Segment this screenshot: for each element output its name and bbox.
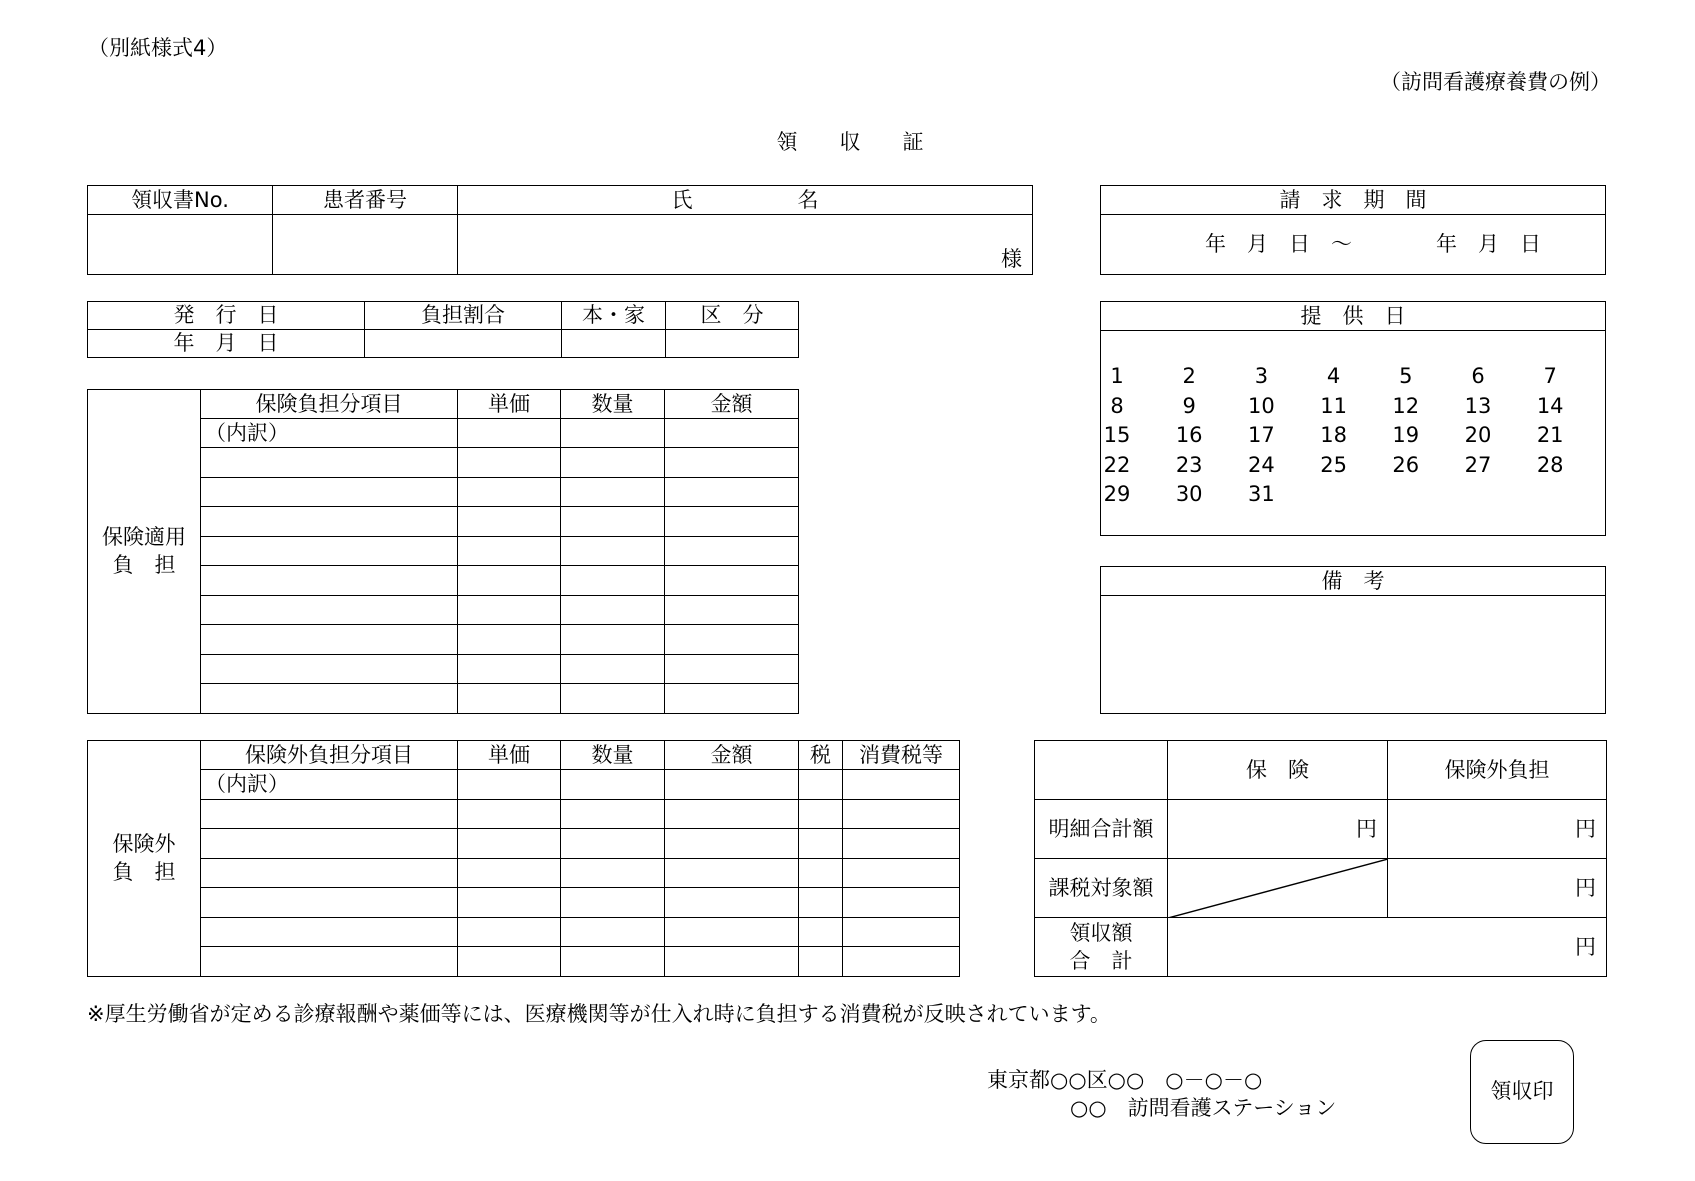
table-cell[interactable] [458,654,561,684]
table-cell[interactable] [843,917,960,947]
table-cell[interactable] [665,507,799,537]
service-day-12[interactable]: 12 [1392,393,1420,418]
table-cell[interactable] [561,477,665,507]
table-cell[interactable] [201,595,458,625]
table-cell[interactable] [561,625,665,655]
table-cell[interactable] [201,536,458,566]
service-day-29[interactable]: 29 [1103,482,1131,506]
table-row [88,917,960,947]
table-cell[interactable] [561,917,665,947]
billing-period-header: 請 求 期 間 [1101,186,1606,215]
table-cell[interactable] [843,888,960,918]
patient-no-field[interactable] [273,215,458,275]
table-cell[interactable] [201,917,458,947]
table-cell[interactable] [201,858,458,888]
table-cell[interactable] [665,625,799,655]
patient-info-table [87,185,1033,275]
table-cell[interactable] [561,829,665,859]
service-day-4[interactable]: 4 [1326,364,1341,388]
service-day-9[interactable]: 9 [1182,393,1196,418]
footnote: ※厚生労働省が定める診療報酬や薬価等には、医療機関等が仕入れ時に負担する消費税が反映されています。 [87,1002,1111,1026]
name-field[interactable] [458,215,1033,275]
detail-total-insurance-field[interactable]: 円 [1168,800,1388,859]
service-day-30[interactable]: 30 [1175,482,1203,506]
service-day-23[interactable]: 23 [1175,452,1203,477]
non-insurance-table [87,740,960,977]
table-cell[interactable] [799,829,843,859]
table-cell[interactable] [458,947,561,977]
non-insurance-amount-header: 金額 [665,741,799,770]
table-cell[interactable] [799,799,843,829]
table-cell[interactable] [458,419,561,448]
insurance-side-label-2: 負 担 [112,553,176,578]
burden-ratio-header: 負担割合 [365,302,562,330]
station-address: 東京都○○区○○ ○－○－○ [987,1068,1263,1092]
main-family-header: 本・家 [562,302,666,330]
table-cell[interactable] [458,858,561,888]
billing-period-table [1100,185,1606,275]
table-cell[interactable] [665,947,799,977]
non-insurance-breakdown-label: （内訳） [201,770,458,800]
table-cell[interactable] [201,654,458,684]
table-cell[interactable] [201,507,458,537]
table-cell[interactable] [458,448,561,478]
service-day-24[interactable]: 24 [1248,452,1275,477]
table-cell[interactable] [561,507,665,537]
insurance-amount-header: 金額 [665,390,799,419]
non-insurance-tax-header: 税 [799,741,843,770]
table-cell[interactable] [458,625,561,655]
station-name: ○○ 訪問看護ステーション [1070,1096,1337,1120]
remarks-box [1100,566,1606,714]
non-insurance-side-label-2: 負 担 [112,860,176,885]
table-row [88,888,960,918]
non-insurance-unit-price-header: 単価 [458,741,561,770]
service-day-8[interactable]: 8 [1110,393,1124,418]
burden-ratio-field[interactable] [365,330,562,358]
table-cell[interactable] [665,770,799,800]
table-cell[interactable] [201,947,458,977]
table-cell[interactable] [201,829,458,859]
receipt-total-label-2: 合 計 [1069,949,1133,973]
main-family-field[interactable] [562,330,666,358]
table-cell[interactable] [201,566,458,596]
table-cell[interactable] [665,595,799,625]
issue-date-value[interactable]: 年 月 日 [88,330,365,358]
table-cell[interactable] [561,595,665,625]
table-cell[interactable] [665,477,799,507]
table-row [88,829,960,859]
taxable-amount-non-insurance-field[interactable]: 円 [1388,859,1607,918]
receipt-total-label [1035,918,1168,977]
table-cell[interactable] [665,536,799,566]
receipt-stamp-label: 領収印 [1490,1079,1554,1103]
table-row [88,947,960,977]
service-days-header: 提 供 日 [1101,302,1605,331]
taxable-amount-label: 課税対象額 [1035,859,1168,918]
example-label: （訪問看護療養費の例） [1380,70,1611,94]
table-cell[interactable] [843,829,960,859]
service-day-28[interactable]: 28 [1536,452,1564,477]
table-cell[interactable] [799,858,843,888]
table-cell[interactable] [458,829,561,859]
table-cell[interactable] [561,536,665,566]
honorific: 様 [1001,247,1022,271]
table-cell[interactable] [458,917,561,947]
service-day-25[interactable]: 25 [1320,452,1347,477]
issue-date-header: 発 行 日 [88,302,365,330]
detail-total-non-insurance-field[interactable]: 円 [1388,800,1607,859]
table-cell[interactable] [665,684,799,714]
totals-table [1034,740,1607,977]
service-day-26[interactable]: 26 [1392,452,1420,477]
non-insurance-side-label-1: 保険外 [112,831,176,856]
remarks-header: 備 考 [1101,567,1605,596]
taxable-amount-insurance-crossed [1168,859,1388,918]
diagonal-strike [1168,859,1388,918]
table-cell[interactable] [561,888,665,918]
insurance-column-header: 保 険 [1168,741,1388,800]
service-day-13[interactable]: 13 [1464,393,1492,418]
table-row [88,858,960,888]
table-cell[interactable] [665,654,799,684]
service-day-21[interactable]: 21 [1536,423,1564,447]
service-day-20[interactable]: 20 [1464,423,1492,447]
table-cell[interactable] [799,917,843,947]
remarks-field[interactable] [1101,597,1605,711]
receipt-no-header: 領収書No. [88,186,273,215]
table-cell[interactable] [799,770,843,800]
service-day-10[interactable]: 10 [1248,393,1275,418]
table-cell[interactable] [799,947,843,977]
receipt-no-field[interactable] [88,215,273,275]
table-cell[interactable] [561,770,665,800]
receipt-stamp-box [1470,1040,1574,1144]
table-cell[interactable] [458,595,561,625]
service-day-2[interactable]: 2 [1182,364,1196,388]
service-day-17[interactable]: 17 [1248,423,1275,447]
name-header: 氏 名 [458,186,1033,215]
table-cell[interactable] [201,888,458,918]
category-header: 区 分 [666,302,799,330]
service-day-31[interactable]: 31 [1248,482,1275,506]
non-insurance-item-header: 保険外負担分項目 [201,741,458,770]
service-day-1[interactable]: 1 [1110,364,1124,388]
table-cell[interactable] [201,799,458,829]
insurance-side-label [88,390,201,714]
service-day-7[interactable]: 7 [1543,364,1557,388]
table-cell[interactable] [843,947,960,977]
service-day-16[interactable]: 16 [1175,423,1203,447]
table-cell[interactable] [561,947,665,977]
service-day-11[interactable]: 11 [1320,393,1347,418]
table-cell[interactable] [799,888,843,918]
service-day-3[interactable]: 3 [1254,364,1269,388]
insurance-unit-price-header: 単価 [458,390,561,419]
table-cell[interactable] [458,888,561,918]
service-day-18[interactable]: 18 [1320,423,1347,447]
table-cell[interactable] [201,625,458,655]
service-day-6[interactable]: 6 [1471,364,1485,388]
table-cell[interactable] [665,917,799,947]
service-day-5[interactable]: 5 [1399,364,1413,388]
table-cell[interactable] [843,770,960,800]
table-cell[interactable] [201,448,458,478]
form-label: （別紙様式4） [88,36,228,60]
receipt-total-field[interactable]: 円 [1168,918,1607,977]
billing-period-value[interactable]: 年 月 日 ～ 年 月 日 [1101,215,1606,275]
table-cell[interactable] [561,858,665,888]
category-field[interactable] [666,330,799,358]
table-cell[interactable] [458,477,561,507]
table-cell[interactable] [843,858,960,888]
service-day-19[interactable]: 19 [1392,423,1420,447]
detail-total-label: 明細合計額 [1035,800,1168,859]
non-insurance-quantity-header: 数量 [561,741,665,770]
table-cell[interactable] [665,829,799,859]
table-cell[interactable] [665,799,799,829]
table-cell[interactable] [665,419,799,448]
table-cell[interactable] [458,770,561,800]
table-cell[interactable] [561,654,665,684]
patient-no-header: 患者番号 [273,186,458,215]
table-cell[interactable] [201,477,458,507]
table-cell[interactable] [843,799,960,829]
non-insurance-column-header: 保険外負担 [1388,741,1607,800]
issue-table [87,301,799,358]
totals-corner-cell [1035,741,1168,800]
table-cell[interactable] [665,888,799,918]
table-cell[interactable] [561,448,665,478]
insurance-table [87,389,799,714]
insurance-item-header: 保険負担分項目 [201,390,458,419]
table-cell[interactable] [458,566,561,596]
page-title: 領 収 証 [776,130,924,154]
insurance-quantity-header: 数量 [561,390,665,419]
table-cell[interactable] [201,684,458,714]
insurance-breakdown-label: （内訳） [201,419,458,448]
service-day-14[interactable]: 14 [1536,393,1564,418]
table-cell[interactable] [458,684,561,714]
table-cell[interactable] [665,858,799,888]
table-cell[interactable] [458,799,561,829]
table-cell[interactable] [458,507,561,537]
table-cell[interactable] [561,684,665,714]
receipt-total-label-1: 領収額 [1069,920,1133,945]
table-cell[interactable] [561,799,665,829]
insurance-side-label-1: 保険適用 [102,524,186,549]
table-cell[interactable] [561,566,665,596]
table-cell[interactable] [561,419,665,448]
table-row [88,799,960,829]
table-cell[interactable] [458,536,561,566]
consumption-tax-header: 消費税等 [843,741,960,770]
service-day-22[interactable]: 22 [1103,452,1131,477]
service-day-27[interactable]: 27 [1464,452,1492,477]
non-insurance-side-label [88,741,201,977]
table-cell[interactable] [665,448,799,478]
table-cell[interactable] [665,566,799,596]
service-day-15[interactable]: 15 [1103,423,1131,447]
